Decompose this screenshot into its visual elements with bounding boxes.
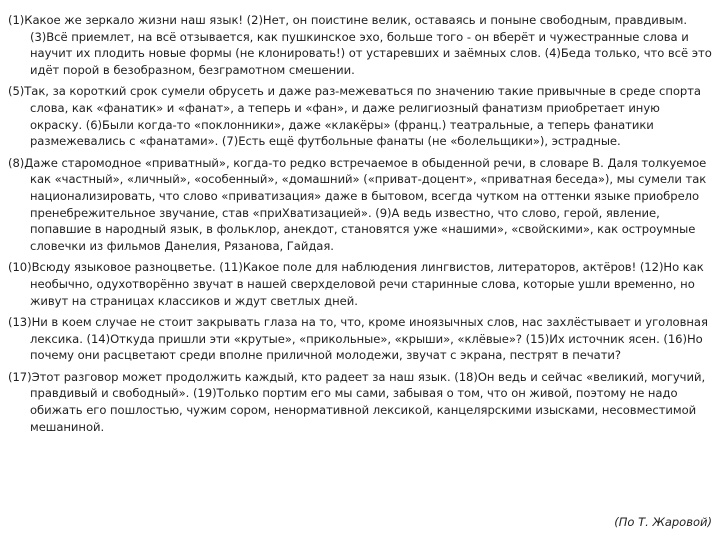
author-attribution: (По Т. Жаровой) — [614, 515, 712, 529]
paragraph-2: (5)Так, за короткий срок сумели обрусеть и даже раз-межеваться по значению такие привычные в среде спорта слова, как «фанатик» и «фанат», а теперь и «фан», и даже религиозный фанатизм приобретает иную окраску. (6)Были когда-то «поклонники», даже «клакёры» (франц.) театральные, а теперь фанатики размежевались с «фанатами». (7)Есть ещё футбольные фанаты (не «болельщики»), эстрадные. — [8, 84, 701, 149]
paragraph-3: (8)Даже старомодное «приватный», когда-то редко встречаемое в обыденной речи, в словаре В. Даля толкуемое как «частный», «личный», «особенный», «домашний» («приват-доцент», «приватная беседа»), мы сумели так национализировать, что слово «приватизация» даже в бытовом, всегда чутком на оттенки языке приобрело пренебрежительное звучание, став «приХватизацией». (9)А ведь известно, что слово, герой, явление, попавшие в народный язык, в фольклор, анекдот, становятся уже «нашими», «свойскими», как остроумные словечки из фильмов Данелия, Рязанова, Гайдая. — [8, 155, 707, 253]
paragraph-4: (10)Всюду языковое разноцветье. (11)Какое поле для наблюдения лингвистов, литераторов, актёров! (12)Но как необычно, одухотворённо звучат в нашей сверхделовой речи старинные слова, которые ушли временно, но живут на страницах классиков и ждут светлых дней. — [8, 260, 704, 308]
paragraph-5: (13)Ни в коем случае не стоит закрывать глаза на то, что, кроме иноязычных слов, нас захлёстывает и уголовная лексика. (14)Откуда пришли эти «крутые», «прикольные», «крыши», «клёвые»? (15)Их источник ясен. (16)Но почему они расцветают среди вполне приличной молодежи, звучат с экрана, пестрят в печати? — [8, 315, 708, 363]
paragraph-6: (17)Этот разговор может продолжить каждый, кто радеет за наш язык. (18)Он ведь и сейчас «великий, могучий, правдивый и свободный». (19)Только портим его мы сами, забывая о том, что он живой, поэтому не надо обижать его пошлостью, чужим сором, ненормативной лексикой, канцелярскими изысками, несовместимой мешаниной. — [8, 369, 706, 434]
paragraph-1: (1)Какое же зеркало жизни наш язык! (2)Нет, он поистине велик, оставаясь и поныне свободным, правдивым. (3)Всё приемлет, на всё отзывается, как пушкинское эхо, больше того - он вберёт и чужестранные слова и научит их плодить новые формы (не клонировать!) от устаревших и заёмных слов. (4)Беда только, что всё это идёт порой в безобразном, безграмотном смешении. — [8, 13, 712, 77]
